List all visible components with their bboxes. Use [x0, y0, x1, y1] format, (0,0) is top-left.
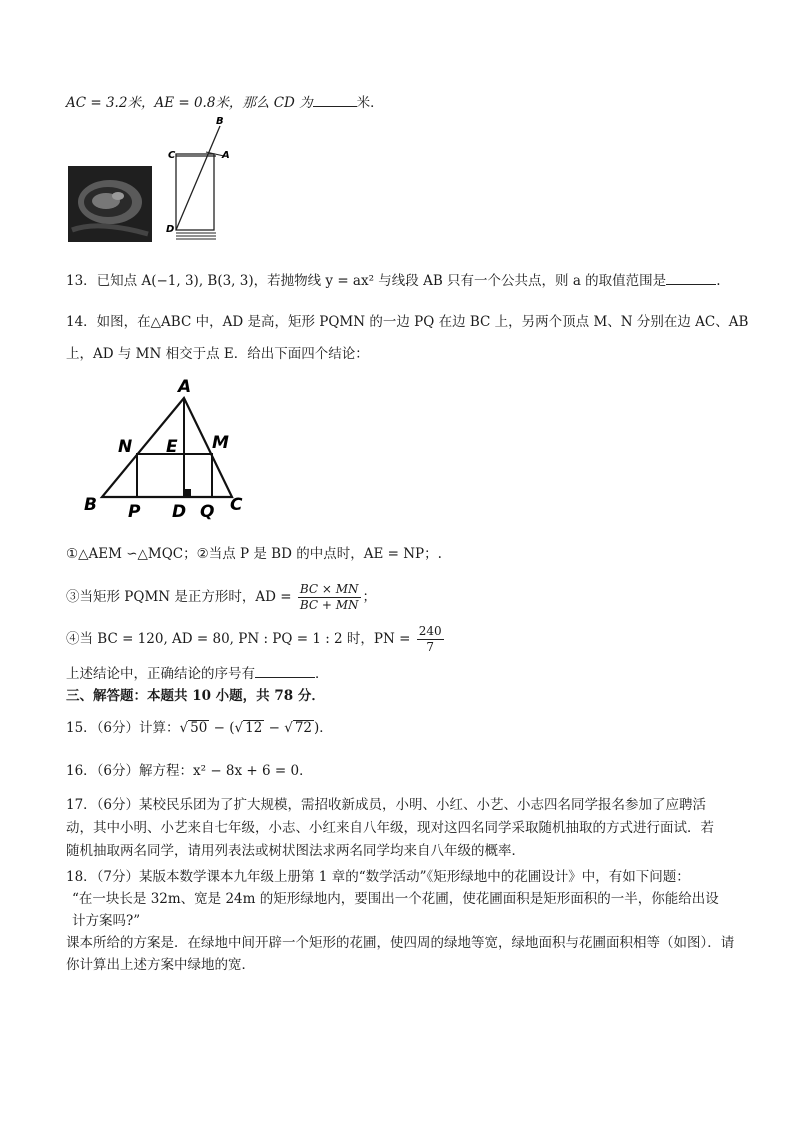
fraction-pn: $\frac{240}{7}$: [418, 624, 442, 654]
label-M: M: [212, 433, 229, 453]
q14-conclusion-4: ④当 BC = 120, AD = 80, PN : PQ = 1 : 2 时，PN = $\frac{240}{7}$: [66, 624, 442, 654]
q14-conclusion-question: 上述结论中，正确结论的序号有 ．: [66, 663, 329, 683]
label-N: N: [118, 437, 133, 457]
q17-text: 17．（6分）某校民乐团为了扩大规模，需招收新成员，小明、小红、小艺、小志四名同学报名参加了应聘活 动，其中小明、小艺来自七年级，小志、小红来自八年级，现对这四名同学采取随机抽取的方式进行面试．若 随机抽取两名同学，请用列表法或树状图法求两名同学均来自八年级的概率．: [66, 797, 714, 859]
q18-text: 18．（7分）某版本数学课本九年级上册第 1 章的“数学活动”《矩形绿地中的花圃设计》中，有如下问题： “在一块长是 32m、宽是 24m 的矩形绿地内，要围出一个花圃，使花圃面积是矩形面积的一半，你能给出设 计方案吗?” 课本所给的方案是．在绿地中间开辟一个矩形的花圃，使四周的绿地等宽，绿地面积与花圃面积相等（如图）．请 你计算出上述方案中绿地的宽．: [66, 869, 735, 973]
q14-triangle-diagram: [78, 372, 268, 522]
q14-line1: 14．如图，在△ABC 中，AD 是高，矩形 PQMN 的一边 PQ 在边 BC 上，另两个顶点 M、N 分别在边 AC、AB: [66, 314, 749, 330]
fraction-ad: $\frac{BC \times MN}{BC + MN}$: [299, 582, 359, 612]
label-C: C: [168, 150, 176, 161]
label-A: A: [178, 377, 192, 397]
q14-conclusion-1-2: ①△AEM ∽△MQC；②当点 P 是 BD 的中点时，AE = NP；.: [66, 546, 442, 562]
label-A: A: [222, 150, 230, 161]
section3-title: 三、解答题：本题共 10 小题，共 78 分．: [66, 688, 325, 704]
label-C: C: [230, 495, 243, 515]
q14-line2: 上，AD 与 MN 相交于点 E．给出下面四个结论：: [66, 346, 369, 362]
label-P: P: [128, 502, 141, 522]
q15-text: 15．（6分）计算：√ 50 − (√ 12 − √ 72 )．: [66, 720, 333, 736]
q12-text: AC = 3.2米，AE = 0.8米，那么 CD 为 米．: [66, 92, 384, 112]
label-B: B: [216, 116, 224, 127]
pit-photo-drawing: [68, 166, 152, 242]
label-D: D: [166, 224, 175, 235]
label-D: D: [172, 502, 187, 522]
q16-text: 16．（6分）解方程：x² − 8x + 6 = 0．: [66, 763, 313, 779]
answer-blank: [666, 270, 716, 285]
answer-blank: [313, 92, 357, 107]
q13-text: 13．已知点 A(−1, 3), B(3, 3)，若抛物线 y = ax² 与线段 AB 只有一个公共点，则 a 的取值范围是 .: [66, 270, 720, 290]
answer-blank: [255, 663, 315, 678]
q14-conclusion-3: ③当矩形 PQMN 是正方形时，AD = $\frac{BC \times MN}{BC + MN}$ ；: [66, 582, 377, 612]
pit-photo: [68, 166, 152, 242]
q12-diagram: [160, 112, 240, 246]
label-Q: Q: [200, 502, 215, 522]
label-B: B: [84, 495, 97, 515]
label-E: E: [166, 437, 178, 457]
